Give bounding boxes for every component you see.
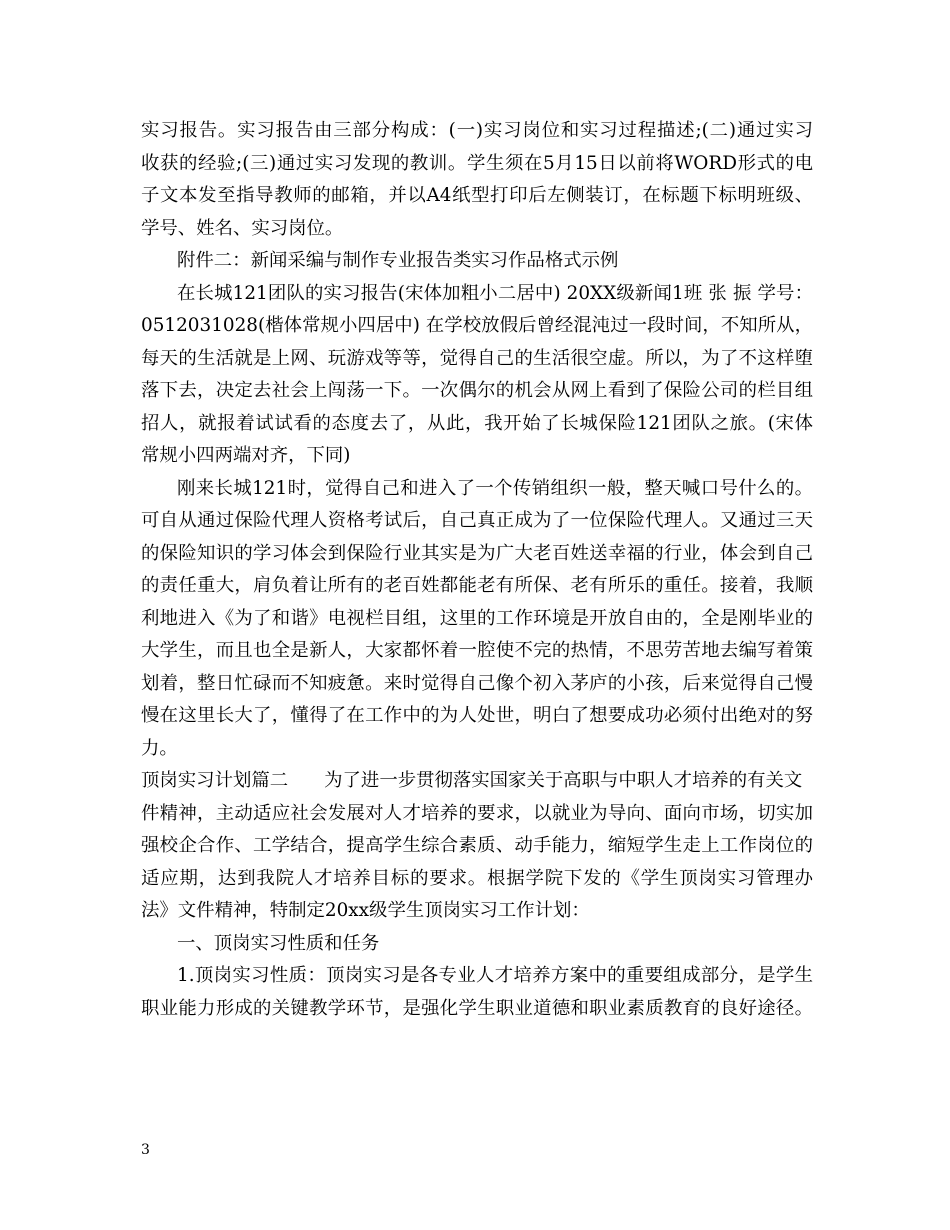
text-line: 的保险知识的学习体会到保险行业其实是为广大老百姓送幸福的行业，体会到自己 xyxy=(141,542,813,564)
text-line: 子文本发至指导教师的邮箱，并以A4纸型打印后左侧装订，在标题下标明班级、 xyxy=(141,185,813,206)
text-line: 利地进入《为了和谐》电视栏目组，这里的工作环境是开放自由的，全是刚毕业的 xyxy=(141,607,813,629)
text-line: 收获的经验;(三)通过实习发现的教训。学生须在5月15日以前将WORD形式的电 xyxy=(141,152,813,174)
text-line: 实习报告。实习报告由三部分构成：(一)实习岗位和实习过程描述;(二)通过实习 xyxy=(141,120,813,141)
text-line: 每天的生活就是上网、玩游戏等等，觉得自己的生活很空虚。所以，为了不这样堕 xyxy=(141,347,813,369)
text-line: 附件二：新闻采编与制作专业报告类实习作品格式示例 xyxy=(177,250,619,271)
text-line: 力。 xyxy=(141,737,178,759)
text-line: 落下去，决定去社会上闯荡一下。一次偶尔的机会从网上看到了保险公司的栏目组 xyxy=(141,380,813,401)
page-number: 3 xyxy=(141,1142,150,1158)
text-line: 件精神，主动适应社会发展对人才培养的要求，以就业为导向、面向市场，切实加 xyxy=(141,802,813,824)
text-line: 的责任重大，肩负着让所有的老百姓都能老有所保、老有所乐的重任。接着，我顺 xyxy=(141,575,813,596)
text-line: 可自从通过保险代理人资格考试后，自己真正成为了一位保险代理人。又通过三天 xyxy=(141,510,813,531)
body-text xyxy=(141,115,813,1025)
text-line: 刚来长城121时，觉得自己和进入了一个传销组织一般，整天喊口号什么的。 xyxy=(177,477,813,499)
text-line: 学号、姓名、实习岗位。 xyxy=(141,217,344,239)
text-line: 0512031028(楷体常规小四居中) 在学校放假后曾经混沌过一段时间，不知所从， xyxy=(141,315,813,336)
text-line: 强校企合作、工学结合，提高学生综合素质、动手能力，缩短学生走上工作岗位的 xyxy=(141,835,813,856)
text-line: 适应期，达到我院人才培养目标的要求。根据学院下发的《学生顶岗实习管理办 xyxy=(141,867,813,889)
section-heading: 顶岗实习计划篇二 xyxy=(141,770,289,791)
text-line: 法》文件精神，特制定20xx级学生顶岗实习工作计划： xyxy=(141,900,590,921)
text-line: 大学生，而且也全是新人，大家都怀着一腔使不完的热情，不思劳苦地去编写着策 xyxy=(141,640,813,661)
text-line: 招人，就报着试试看的态度去了，从此，我开始了长城保险121团队之旅。(宋体 xyxy=(141,412,813,434)
text-line: 1.顶岗实习性质：顶岗实习是各专业人才培养方案中的重要组成部分，是学生 xyxy=(177,965,813,986)
text-line: 一、顶岗实习性质和任务 xyxy=(177,932,380,954)
text-line: 在长城121团队的实习报告(宋体加粗小二居中) 20XX级新闻1班 张 振 学号： xyxy=(177,282,813,304)
section-heading-line xyxy=(141,765,813,798)
text-line: 慢在这里长大了，懂得了在工作中的为人处世，明白了想要成功必须付出绝对的努 xyxy=(141,705,813,726)
text-line: 划着，整日忙碌而不知疲惫。来时觉得自己像个初入茅庐的小孩，后来觉得自己慢 xyxy=(141,672,813,694)
text-line: 为了进一步贯彻落实国家关于高职与中职人才培养的有关文 xyxy=(324,770,803,791)
text-line: 职业能力形成的关键教学环节，是强化学生职业道德和职业素质教育的良好途径。 xyxy=(141,997,813,1019)
text-line: 常规小四两端对齐，下同) xyxy=(141,445,351,466)
